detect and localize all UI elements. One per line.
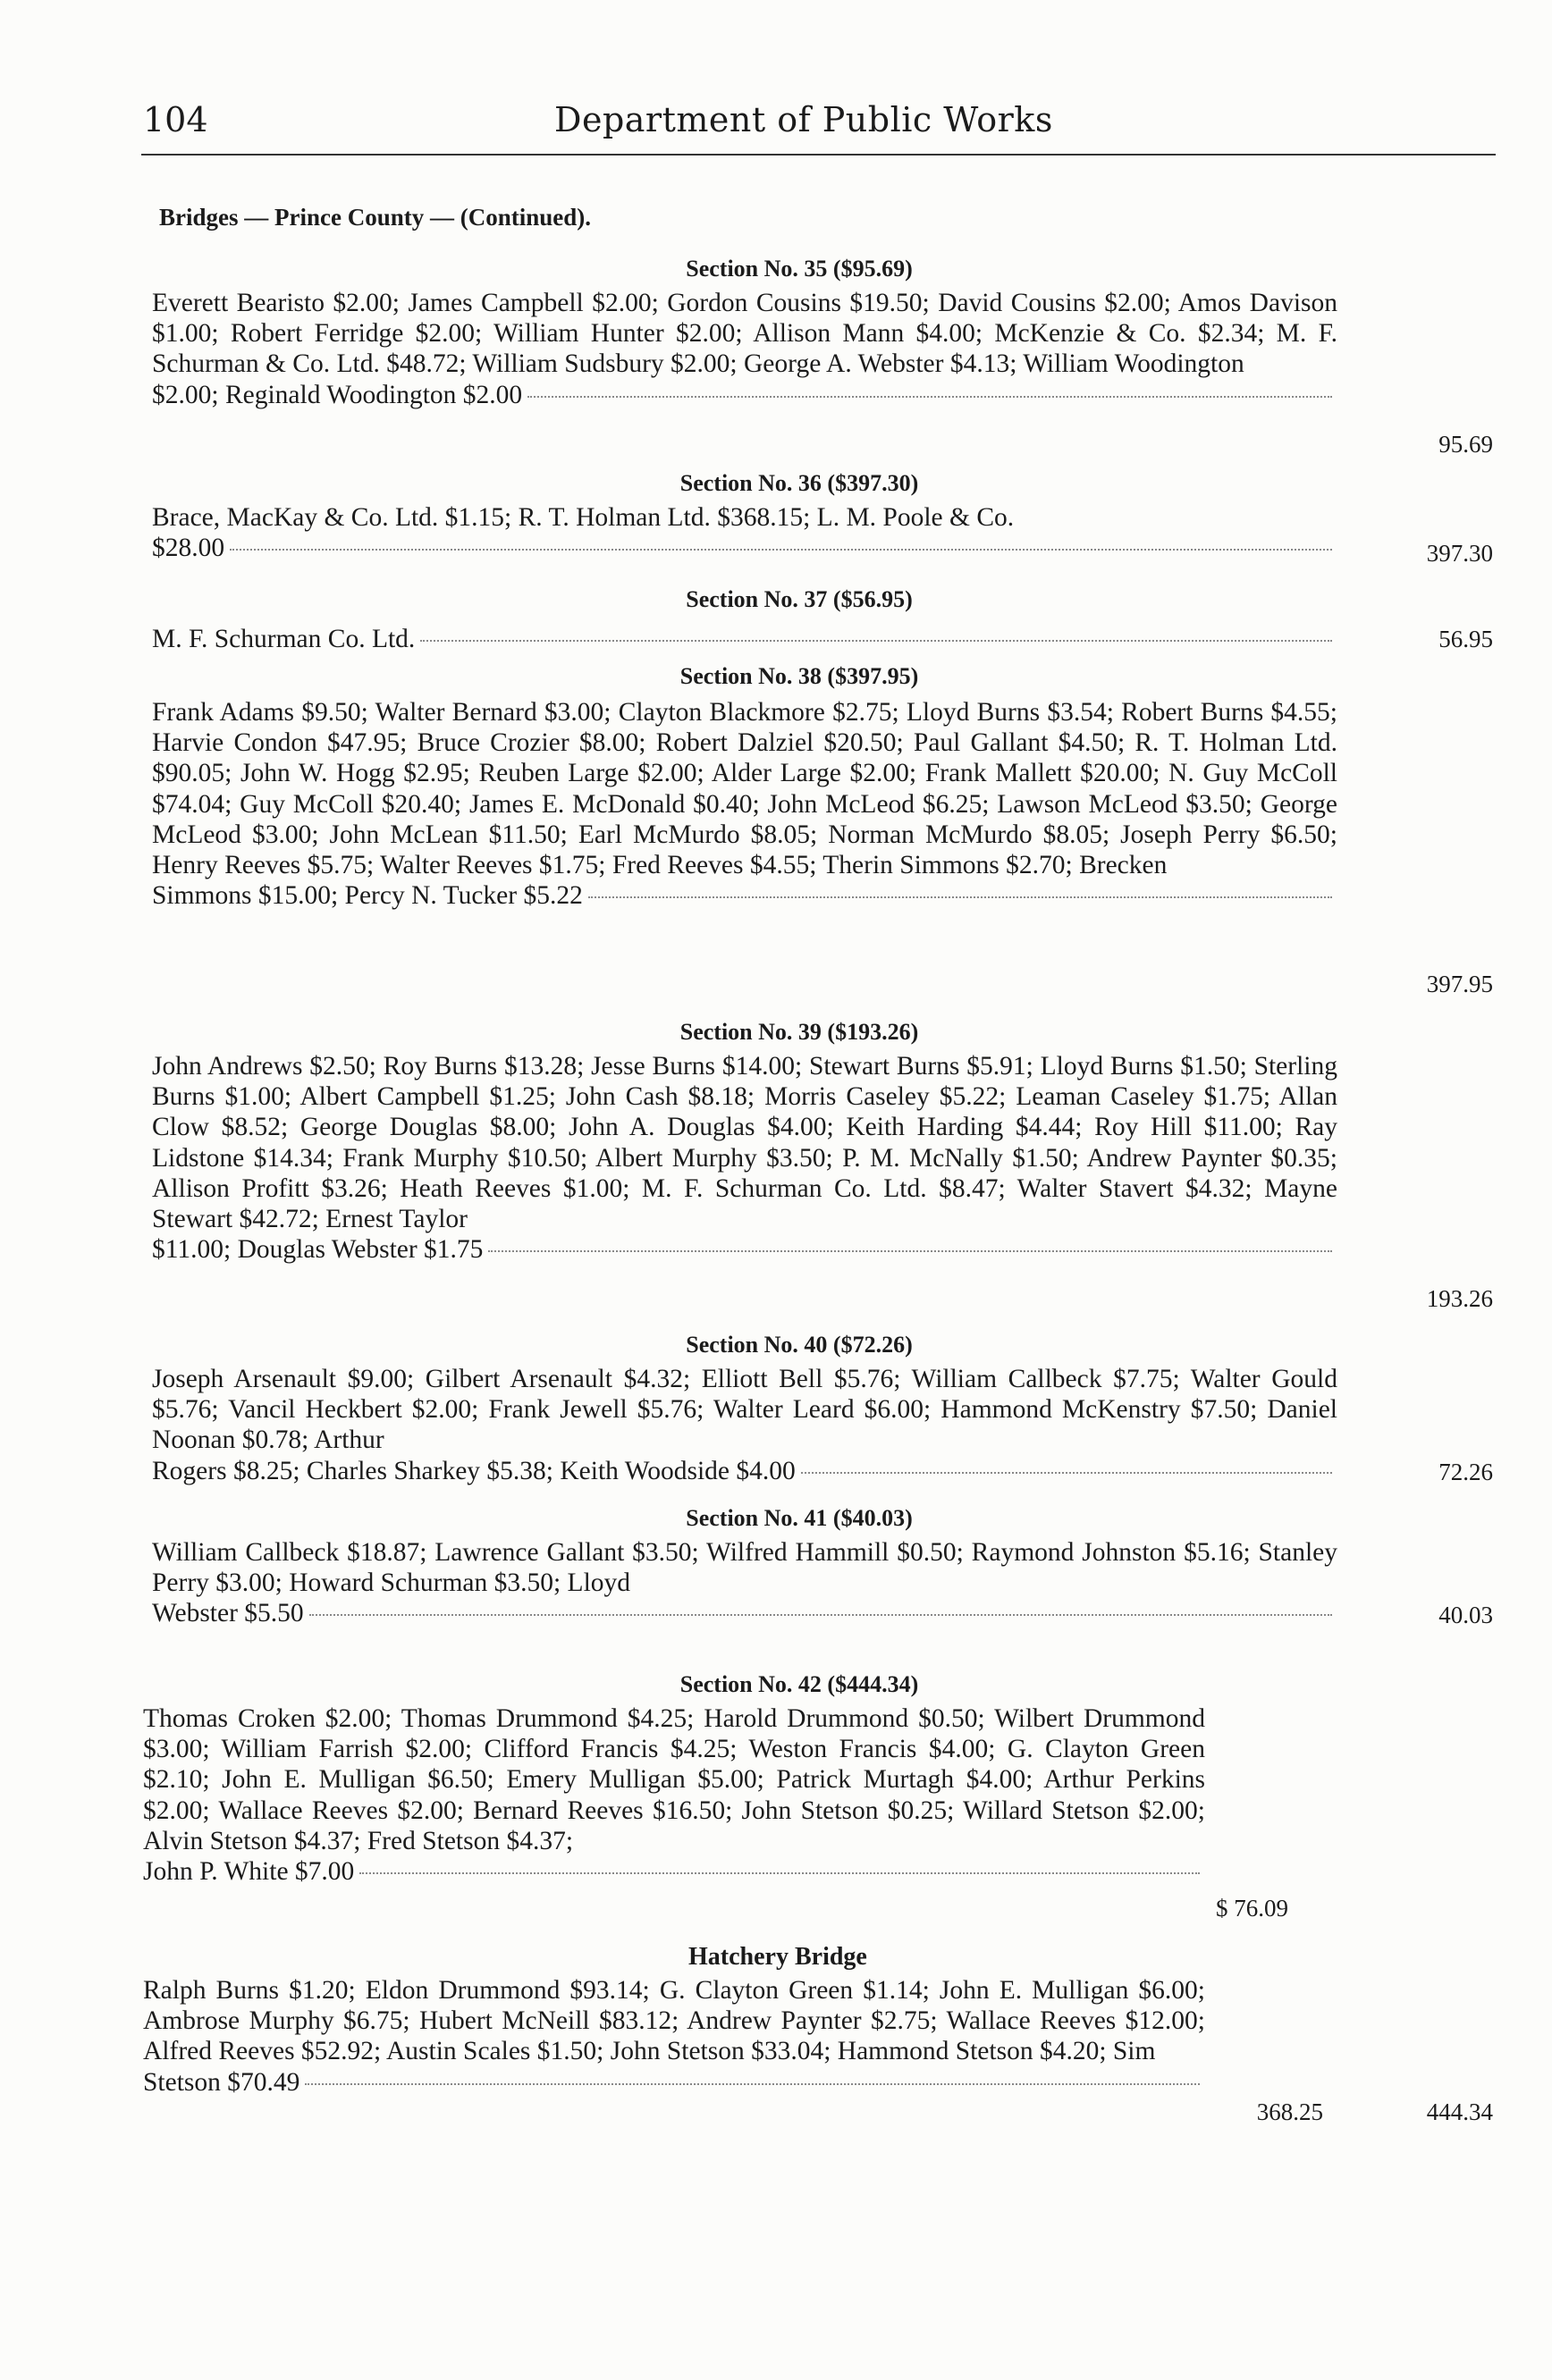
last-line-text: M. F. Schurman Co. Ltd. (152, 625, 416, 653)
section-heading: Bridges — Prince County — (Continued). (159, 204, 592, 231)
section-amount: 397.95 (1426, 971, 1493, 997)
section-entries (152, 624, 1337, 654)
entries-last-line (152, 1598, 1337, 1628)
last-line-text: $11.00; Douglas Webster $1.75 (152, 1235, 484, 1265)
hatchery-amount: 368.25 (1256, 2098, 1323, 2125)
hatchery-bridge-title: Hatchery Bridge (688, 1943, 867, 1971)
leader-dots (305, 2083, 1200, 2085)
last-line-text: Rogers $8.25; Charles Sharkey $5.38; Keith Woodside $4.00 (152, 1456, 796, 1485)
section-amount: 40.03 (1438, 1602, 1493, 1628)
entries-last-line (143, 2067, 1205, 2098)
section-title: Section No. 37 ($56.95) (686, 586, 913, 612)
entries-text: Thomas Croken $2.00; Thomas Drummond $4.25; Harold Drummond $0.50; Wilbert Drummond $3.00; William Farrish $2.00; Clifford Francis $4.25; Weston Francis $4.00; G. Clayton Green $2.10; John E. Mulligan $6.50; Emery Mulligan $5.00; Patrick Murtagh $4.00; Arthur Perkins $2.00; Wallace Reeves $2.00; Bernard Reeves $16.50; John Stetson $0.25; Willard Stetson $2.00; Alvin Stetson $4.37; Fred Stetson $4.37; (143, 1704, 1205, 1855)
last-line-text: Stetson $70.49 (143, 2067, 300, 2097)
entries-last-line (143, 1856, 1205, 1887)
last-line-text: Webster $5.50 (152, 1599, 304, 1628)
leader-dots (588, 896, 1332, 898)
leader-dots (230, 549, 1332, 551)
section-entries (143, 1703, 1205, 1887)
entries-last-line (152, 533, 1337, 563)
section-entries (152, 1364, 1337, 1486)
section-title: Section No. 35 ($95.69) (686, 256, 913, 282)
section-title: Section No. 40 ($72.26) (686, 1332, 913, 1358)
entries-text: Ralph Burns $1.20; Eldon Drummond $93.14; G. Clayton Green $1.14; John E. Mulligan $6.00; Ambrose Murphy $6.75; Hubert McNeill $83.12; Andrew Paynter $2.75; Wallace Reeves $12.00; Alfred Reeves $52.92; Austin Scales $1.50; John Stetson $33.04; Hammond Stetson $4.20; Sim (143, 1976, 1205, 2066)
section-total: 444.34 (1426, 2098, 1493, 2125)
entries-last-line (152, 380, 1337, 410)
last-line-text: $2.00; Reginald Woodington $2.00 (152, 380, 523, 409)
section-title: Section No. 41 ($40.03) (686, 1505, 913, 1531)
leader-dots (488, 1250, 1332, 1252)
header-rule (141, 154, 1496, 156)
section-entries (152, 697, 1337, 911)
entries-last-line (152, 880, 1337, 911)
section-title: Section No. 42 ($444.34) (679, 1671, 919, 1697)
hatchery-entries (143, 1975, 1205, 2098)
leader-dots (359, 1872, 1200, 1874)
leader-dots (801, 1472, 1332, 1474)
section-entries (152, 1537, 1337, 1629)
entries-last-line (152, 624, 1337, 654)
section-entries (152, 1051, 1337, 1265)
section-amount: $ 76.09 (1216, 1895, 1288, 1922)
entries-text: Brace, MacKay & Co. Ltd. $1.15; R. T. Holman Ltd. $368.15; L. M. Poole & Co. (152, 503, 1015, 532)
leader-dots (420, 640, 1332, 642)
entries-last-line (152, 1234, 1337, 1265)
section-title: Section No. 38 ($397.95) (679, 663, 919, 689)
section-title: Section No. 36 ($397.30) (679, 470, 919, 496)
leader-dots (527, 396, 1332, 398)
section-entries (152, 288, 1337, 410)
last-line-text: Simmons $15.00; Percy N. Tucker $5.22 (152, 881, 583, 911)
last-line-text: John P. White $7.00 (143, 1857, 355, 1887)
page-title: Department of Public Works (554, 100, 1053, 139)
last-line-text: $28.00 (152, 534, 225, 563)
section-amount: 95.69 (1438, 431, 1493, 458)
entries-text: William Callbeck $18.87; Lawrence Gallant $3.50; Wilfred Hammill $0.50; Raymond Johnston $5.16; Stanley Perry $3.00; Howard Schurman $3.50; Lloyd (152, 1538, 1337, 1598)
entries-text: Joseph Arsenault $9.00; Gilbert Arsenault $4.32; Elliott Bell $5.76; William Callbeck $7.75; Walter Gould $5.76; Vancil Heckbert $2.00; Frank Jewell $5.76; Walter Leard $6.00; Hammond McKenstry $7.50; Daniel Noonan $0.78; Arthur (152, 1365, 1337, 1455)
entries-last-line (152, 1456, 1337, 1486)
entries-text: Everett Bearisto $2.00; James Campbell $2.00; Gordon Cousins $19.50; David Cousins $2.00; Amos Davison $1.00; Robert Ferridge $2.00; William Hunter $2.00; Allison Mann $4.00; McKenzie & Co. $2.34; M. F. Schurman & Co. Ltd. $48.72; William Sudsbury $2.00; George A. Webster $4.13; William Woodington (152, 289, 1337, 379)
section-amount: 193.26 (1426, 1285, 1493, 1312)
entries-text: Frank Adams $9.50; Walter Bernard $3.00; Clayton Blackmore $2.75; Lloyd Burns $3.54; Robert Burns $4.55; Harvie Condon $47.95; Bruce Crozier $8.00; Robert Dalziel $20.50; Paul Gallant $4.50; R. T. Holman Ltd. $90.05; John W. Hogg $2.95; Reuben Large $2.00; Alder Large $2.00; Frank Mallett $20.00; N. Guy McColl $74.04; Guy McColl $20.40; James E. McDonald $0.40; John McLeod $6.25; Lawson McLeod $3.50; George McLeod $3.00; John McLean $11.50; Earl McMurdo $8.05; Norman McMurdo $8.05; Joseph Perry $6.50; Henry Reeves $5.75; Walter Reeves $1.75; Fred Reeves $4.55; Therin Simmons $2.70; Brecken (152, 698, 1337, 880)
section-amount: 397.30 (1426, 540, 1493, 567)
section-title: Section No. 39 ($193.26) (679, 1019, 919, 1045)
section-amount: 56.95 (1438, 626, 1493, 652)
entries-text: John Andrews $2.50; Roy Burns $13.28; Jesse Burns $14.00; Stewart Burns $5.91; Lloyd Burns $1.50; Sterling Burns $1.00; Albert Campbell $1.25; John Cash $8.18; Morris Caseley $5.22; Leaman Caseley $1.75; Allan Clow $8.52; George Douglas $8.00; John A. Douglas $4.00; Keith Harding $4.44; Roy Hill $11.00; Ray Lidstone $14.34; Frank Murphy $10.50; Albert Murphy $3.50; P. M. McNally $1.50; Andrew Paynter $0.35; Allison Profitt $3.26; Heath Reeves $1.00; M. F. Schurman Co. Ltd. $8.47; Walter Stavert $4.32; Mayne Stewart $42.72; Ernest Taylor (152, 1052, 1337, 1234)
leader-dots (309, 1614, 1332, 1616)
section-amount: 72.26 (1438, 1459, 1493, 1485)
section-entries (152, 502, 1337, 563)
page-number: 104 (143, 100, 208, 139)
